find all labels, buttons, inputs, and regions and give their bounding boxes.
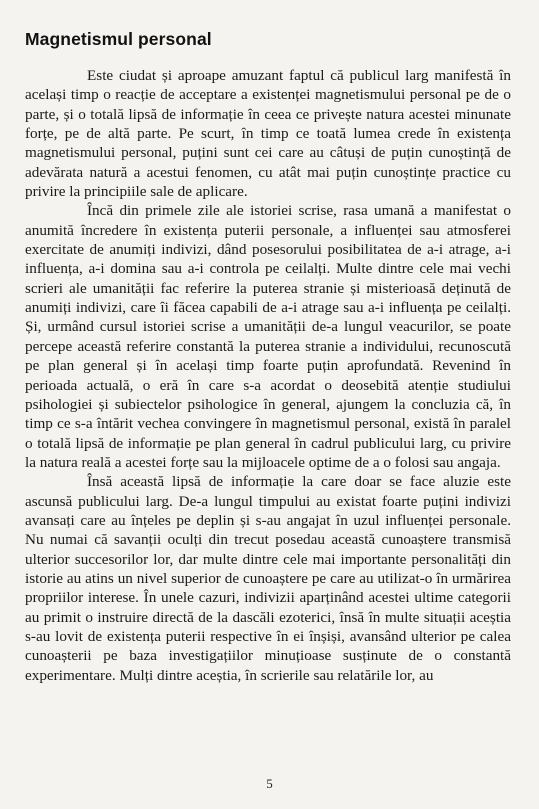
page-number: 5 bbox=[266, 776, 273, 791]
paragraph: Încă din primele zile ale istoriei scrise, rasa umană a manifestat o anumită încredere în existența puterii personale, a influenței sau atmosferei exercitate de anumiți indivizi, dând posesorului posibilitatea de a-i atrage, a-i influența, a-i domina sau a-i controla pe ceilalți. Multe dintre cele mai vechi scrieri ale umanității fac referire la puterea stranie și misterioasă deținută de anumiți indivizi, care îi făcea capabili de a-i atrage sau a-i influența pe ceilalți. Și, urmând cursul istoriei scrise a umanității de-a lungul veacurilor, se poate percepe această referire constantă la puterea stranie a individului, recunoscută pe plan general și în același timp foarte puțin aprofundată. Revenind în perioada actuală, o eră în care s-a acordat o deosebită atenție studiului psihologiei și subiectelor psihologice în general, ajungem la concluzia că, în timp ce s-a întărit vechea convingere în magnetismul personal, există în paralel o totală lipsă de informație pe plan general în cadrul publicului larg, cu privire la natura reală a acestei forțe sau la mijloacele optime de a o folosi sau angaja. bbox=[25, 202, 511, 471]
paragraph: Însă această lipsă de informație la care doar se face aluzie este ascunsă publicului larg. De-a lungul timpului au existat foarte puțini indivizi avansați care au înțeles pe deplin și s-au angajat în uzul influenței personale. Nu numai că savanții oculți din trecut posedau această cunoaștere transmisă ulterior succesorilor lor, dar multe dintre cele mai importante personalități din istorie au atins un nivel superior de cunoaștere pe care au utilizat-o în urmărirea propriilor interese. În unele cazuri, indivizii aparținând acestei ultime categorii au primit o instruire directă de la dascăli ezoterici, însă în multe situații aceștia s-au lovit de existența puterii respective în ei înșiși, avansând ulterior pe calea cunoașterii pe baza investigațiilor minuțioase susținute de o constantă experimentare. Mulți dintre aceștia, în scrierile sau relatările lor, au bbox=[25, 473, 511, 684]
paragraph: Este ciudat și aproape amuzant faptul că publicul larg manifestă în același timp o reacție de acceptare a existenței magnetismului personal pe de o parte, și o totală lipsă de informație în ceea ce privește natura acestei minunate forțe, pe de altă parte. Pe scurt, în timp ce toată lumea crede în existența magnetismului personal, puțini sunt cei care au câtuși de puțin cunoștință de adevărata natură a acestui fenomen, cu atât mai puțin cunoștințe practice cu privire la principiile sale de aplicare. bbox=[25, 67, 511, 201]
body-text bbox=[25, 66, 511, 685]
page-title: Magnetismul personal bbox=[25, 29, 212, 49]
